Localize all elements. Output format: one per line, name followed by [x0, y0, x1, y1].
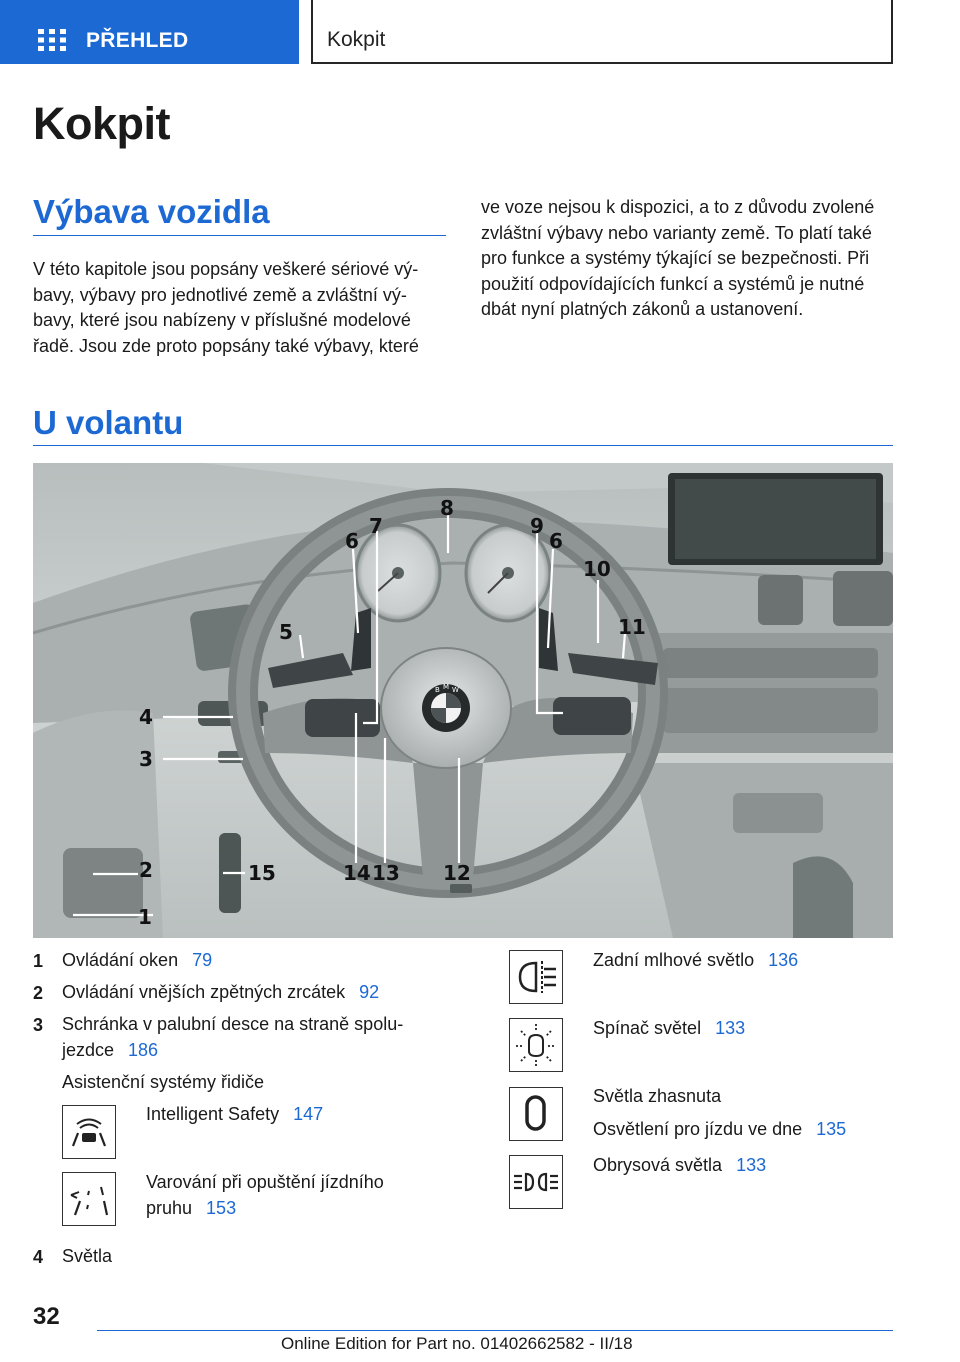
- page-number: 32: [33, 1303, 60, 1330]
- light-switch-icon: [509, 1018, 563, 1072]
- legend-item-lane-departure: Varování při opuštění jízdního pruhu 153: [146, 1172, 384, 1218]
- parking-lights-icon: [509, 1155, 563, 1209]
- equipment-text-right: ve voze nejsou k dispozici, a to z důvodu zvolené zvláštní výbavy nebo varianty země. To platí také pro funkce a systémy týkající se bezpečnosti. Při použití odpovídajících funkcí a systémů je nutné dbát nyní platných zákonů a ustanovení.: [481, 197, 875, 319]
- rear-fog-light-icon: [509, 950, 563, 1004]
- legend-item-glovebox: Schránka v palubní desce na straně spolu- jezdce 186: [62, 1014, 404, 1060]
- callout-13: 13: [372, 861, 400, 885]
- intelligent-safety-icon: [62, 1105, 116, 1159]
- equipment-heading: Výbava vozidla: [33, 193, 270, 230]
- cockpit-illustration: [33, 463, 893, 938]
- legend-item-intelligent-safety: Intelligent Safety 147: [146, 1104, 324, 1124]
- legend-item-light-switch: Spínač světel 133: [593, 1018, 746, 1038]
- footer-rule: [97, 1330, 893, 1331]
- legend-item-daytime-lights: Osvětlení pro jízdu ve dne 135: [593, 1119, 847, 1139]
- tab-current[interactable]: [311, 0, 893, 64]
- tab-overview[interactable]: [0, 0, 299, 64]
- callout-5: 5: [279, 620, 293, 644]
- legend-item-mirrors: Ovládání vnějších zpětných zrcátek 92: [62, 982, 380, 1002]
- callout-14: 14: [343, 861, 371, 885]
- legend-number: 2: [33, 983, 44, 1003]
- callout-1: 1: [138, 905, 152, 929]
- callout-6: 6: [345, 529, 359, 553]
- tab-current-label: Kokpit: [327, 28, 386, 51]
- callout-6-right: 6: [549, 529, 563, 553]
- legend-number: 3: [33, 1015, 44, 1035]
- footer-edition: Online Edition for Part no. 01402662582 - II/18: [281, 1334, 633, 1353]
- callout-4: 4: [139, 705, 153, 729]
- grid-icon: [38, 29, 66, 51]
- cockpit-drawing: [33, 463, 893, 938]
- equipment-text-left: V této kapitole jsou popsány veškeré sériové vý- bavy, výbavy pro jednotlivé země a zvláštní vý- bavy, které jsou nabízeny v příslušné modelové řadě. Jsou zde proto popsány také výbavy, které: [33, 259, 419, 356]
- steering-heading-rule: [33, 445, 893, 446]
- page-reference-link[interactable]: 153: [206, 1197, 237, 1218]
- page-reference-link[interactable]: 92: [359, 982, 380, 1002]
- legend-item-lights: Světla: [62, 1246, 113, 1266]
- badge-letter: M: [443, 683, 450, 691]
- badge-letter: B: [435, 686, 440, 694]
- lights-off-icon: [509, 1087, 563, 1141]
- tab-overview-label: PŘEHLED: [86, 29, 189, 52]
- legend-item-lights-off: Světla zhasnuta: [593, 1086, 722, 1106]
- legend-number: 1: [33, 951, 44, 971]
- badge-letter: W: [452, 686, 459, 694]
- legend-number: 4: [33, 1247, 44, 1267]
- legend-item-parking-lights: Obrysová světla 133: [593, 1155, 767, 1175]
- page-reference-link[interactable]: 133: [736, 1155, 767, 1175]
- callout-12: 12: [443, 861, 471, 885]
- callout-9: 9: [530, 514, 544, 538]
- legend-item-driver-assist: Asistenční systémy řidiče: [62, 1072, 265, 1092]
- callout-7: 7: [369, 514, 383, 538]
- callout-10: 10: [583, 557, 611, 581]
- callout-2: 2: [139, 858, 153, 882]
- callout-11: 11: [618, 615, 646, 639]
- lane-departure-icon: [62, 1172, 116, 1226]
- page-reference-link[interactable]: 147: [293, 1104, 324, 1124]
- page-reference-link[interactable]: 186: [128, 1039, 159, 1060]
- page-reference-link[interactable]: 135: [816, 1119, 847, 1139]
- callout-15: 15: [248, 861, 276, 885]
- callout-3: 3: [139, 747, 153, 771]
- legend-item-rear-fog: Zadní mlhové světlo 136: [593, 950, 799, 970]
- callout-8: 8: [440, 496, 454, 520]
- page-reference-link[interactable]: 136: [768, 950, 799, 970]
- page-reference-link[interactable]: 133: [715, 1018, 746, 1038]
- legend-item-windows: Ovládání oken 79: [62, 950, 213, 970]
- page-reference-link[interactable]: 79: [192, 950, 213, 970]
- equipment-heading-rule: [33, 235, 446, 236]
- steering-heading: U volantu: [33, 404, 184, 441]
- page-title: Kokpit: [33, 98, 170, 149]
